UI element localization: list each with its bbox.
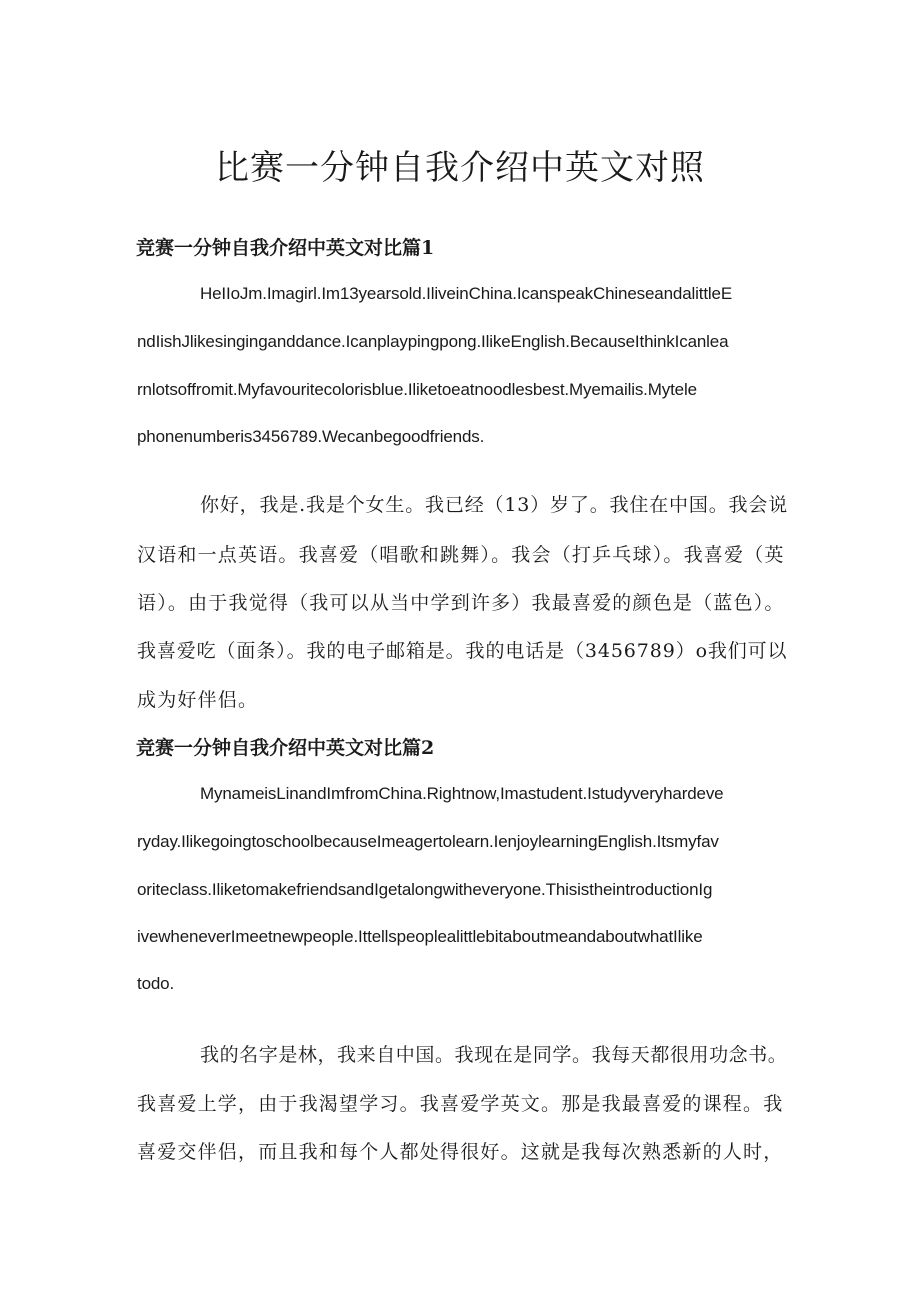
text-line: 成为好伴侣。	[137, 689, 259, 711]
text-line: 我的名字是林，我来自中国。我现在是同学。我每天都很用功念书。	[200, 1044, 788, 1066]
section-heading: 竞赛一分钟自我介绍中英文对比篇1	[136, 237, 435, 259]
text-line: todo.	[137, 974, 175, 993]
text-line: 语）。由于我觉得（我可以从当中学到许多）我最喜爱的颜色是（蓝色）。	[137, 592, 785, 614]
text-line: rnlotsoffromit.Myfavouritecolorisblue.Iliketoeatnoodlesbest.Myemailis.Mytele	[137, 380, 697, 399]
text-line: 我喜爱上学，由于我渴望学习。我喜爱学英文。那是我最喜爱的课程。我	[137, 1093, 784, 1115]
text-line: oriteclass.IliketomakefriendsandIgetalongwitheveryone.ThisistheintroductionIg	[137, 880, 713, 899]
text-line: phonenumberis3456789.Wecanbegoodfriends.	[137, 427, 485, 446]
section-heading: 竞赛一分钟自我介绍中英文对比篇2	[136, 737, 435, 759]
text-line: HeIIoJm.Imagirl.Im13yearsold.IliveinChina.IcanspeakChineseandalittleE	[200, 284, 733, 303]
text-line: 喜爱交伴侣，而且我和每个人都处得很好。这就是我每次熟悉新的人时，	[137, 1141, 784, 1163]
text-line: MynameisLinandImfromChina.Rightnow,Imastudent.Istudyveryhardeve	[200, 784, 724, 803]
text-line: ndIishJlikesinginganddance.Icanplaypingpong.IlikeEnglish.BecauseIthinkIcanlea	[137, 332, 729, 351]
document-title: 比赛一分钟自我介绍中英文对照	[215, 148, 705, 188]
text-line: 你好，我是.我是个女生。我已经（13）岁了。我住在中国。我会说	[200, 494, 789, 516]
text-line: ryday.IlikegoingtoschoolbecauseImeagertolearn.IenjoylearningEnglish.Itsmyfav	[137, 832, 719, 851]
text-line: 我喜爱吃（面条）。我的电子邮箱是。我的电话是（3456789）o我们可以	[137, 640, 788, 662]
text-line: ivewheneverImeetnewpeople.IttellspeoplealittlebitaboutmeandaboutwhatIlike	[137, 927, 703, 946]
text-line: 汉语和一点英语。我喜爱（唱歌和跳舞）。我会（打乒乓球）。我喜爱（英	[137, 544, 785, 566]
